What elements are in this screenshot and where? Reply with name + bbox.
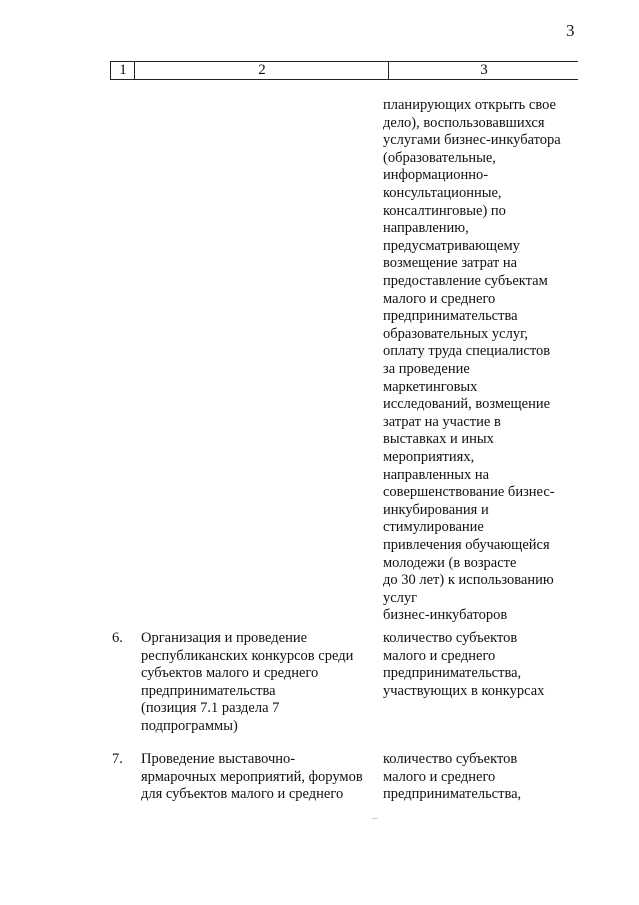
row-indicator-line: участвующих в конкурсах	[383, 682, 545, 699]
row-description-line: для субъектов малого и среднего	[141, 786, 344, 803]
header-col-3: 3	[388, 62, 579, 79]
continued-indicator-line: предусматривающему	[383, 237, 520, 254]
continued-indicator-line: затрат на участие в	[383, 413, 501, 430]
continued-indicator-line: услугами бизнес-инкубатора	[383, 132, 561, 149]
continued-indicator-line: предпринимательства	[383, 308, 518, 325]
continued-indicator-line: выставках и иных	[383, 431, 494, 448]
continued-indicator-line: консалтинговые) по	[383, 202, 506, 219]
continued-indicator-line: малого и среднего	[383, 290, 496, 307]
continued-indicator-line: направленных на	[383, 466, 490, 483]
continued-indicator-line: маркетинговых	[383, 378, 478, 395]
continued-indicator-line: стимулирование	[383, 519, 484, 536]
continued-indicator-line: оплату труда специалистов	[383, 343, 551, 360]
continued-indicator-line: планирующих открыть свое	[383, 97, 556, 113]
row-description-line: (позиция 7.1 раздела 7	[141, 700, 280, 717]
continued-indicator-line: исследований, возмещение	[383, 396, 551, 413]
continued-indicator-line: бизнес-инкубаторов	[383, 607, 508, 624]
row-description-line: Организация и проведение	[141, 630, 308, 646]
row-number: 7.	[112, 751, 123, 767]
continued-indicator-line: возмещение затрат на	[383, 255, 518, 272]
row-indicator-line: предпринимательства,	[383, 786, 522, 803]
row-description-line: Проведение выставочно-	[141, 751, 296, 767]
continued-indicator-line: информационно-	[383, 167, 489, 184]
continued-indicator-line: консультационные,	[383, 185, 502, 201]
header-col-1: 1	[110, 62, 135, 79]
row-description-line: субъектов малого и среднего	[141, 665, 319, 682]
header-col-2: 2	[134, 62, 389, 79]
row-description-line: подпрограммы)	[141, 718, 238, 734]
page-number: 3	[566, 21, 575, 40]
continued-indicator-line: привлечения обучающейся	[383, 537, 550, 553]
row-indicator-line: количество субъектов	[383, 751, 518, 767]
row-indicator-line: предпринимательства,	[383, 665, 522, 682]
continued-indicator-line: за проведение	[383, 361, 470, 377]
continued-indicator-line: до 30 лет) к использованию	[383, 572, 554, 589]
scan-artifact	[372, 818, 378, 819]
row-indicator-line: малого и среднего	[383, 647, 496, 664]
row-description-line: республиканских конкурсов среди	[141, 647, 354, 664]
continued-indicator-line: мероприятиях,	[383, 449, 475, 465]
continued-indicator-line: направлению,	[383, 220, 469, 237]
continued-indicator-line: образовательных услуг,	[383, 325, 529, 342]
row-description-line: ярмарочных мероприятий, форумов	[141, 768, 363, 785]
continued-indicator-line: совершенствование бизнес-	[383, 484, 555, 501]
row-indicator-line: малого и среднего	[383, 768, 496, 785]
row-description-line: предпринимательства	[141, 682, 276, 699]
continued-indicator-line: дело), воспользовавшихся	[383, 114, 545, 131]
table-header-row	[110, 61, 578, 80]
continued-indicator-line: услуг	[383, 589, 418, 606]
row-indicator-line: количество субъектов	[383, 630, 518, 646]
continued-indicator-line: инкубирования и	[383, 501, 489, 518]
continued-indicator-line: (образовательные,	[383, 149, 496, 166]
continued-indicator-line: молодежи (в возрасте	[383, 554, 517, 571]
continued-indicator-line: предоставление субъектам	[383, 273, 548, 289]
row-number: 6.	[112, 630, 123, 646]
